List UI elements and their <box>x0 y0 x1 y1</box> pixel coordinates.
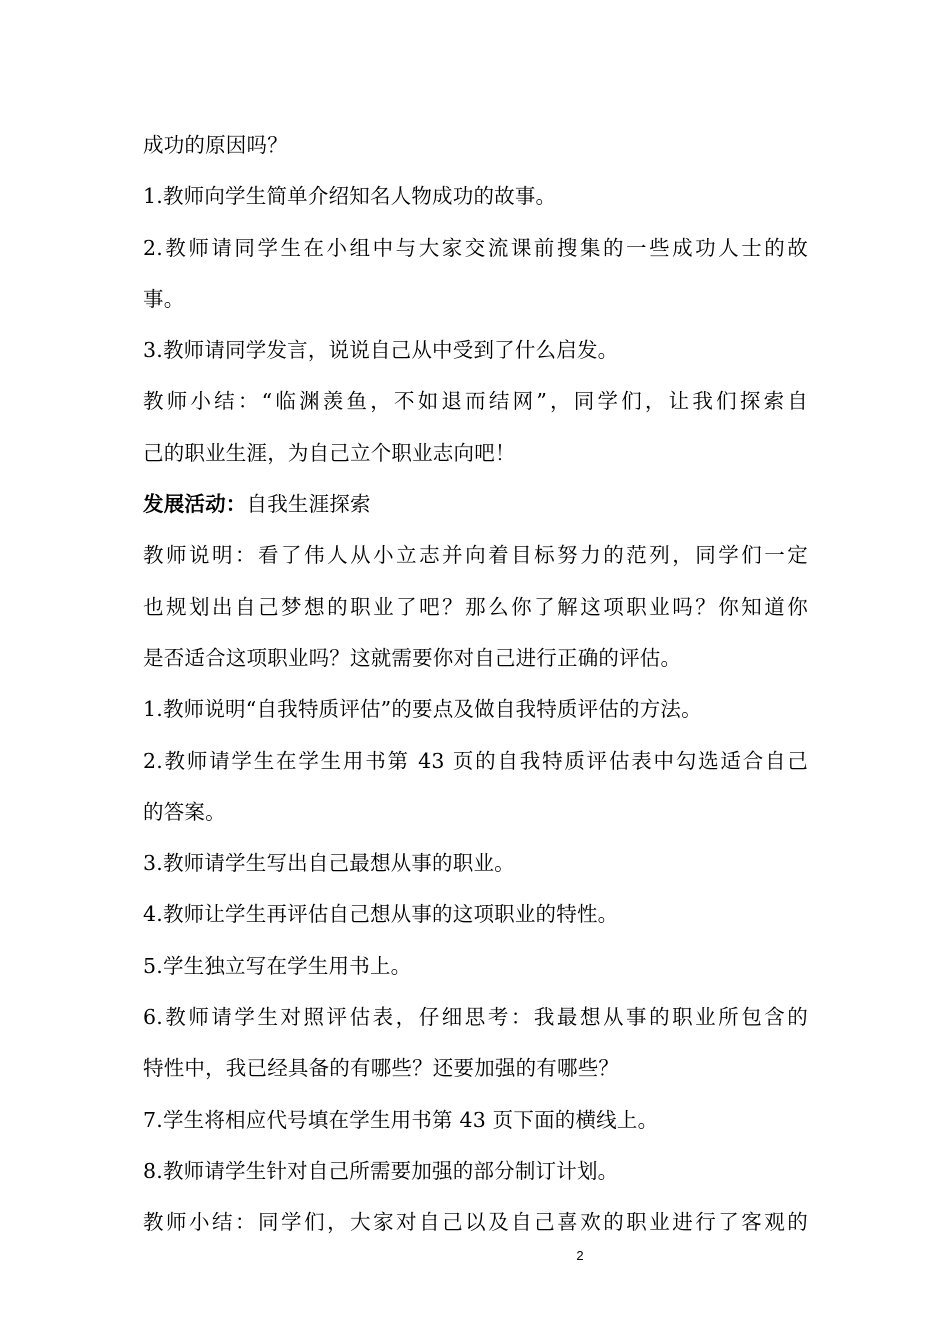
paragraph-line: 也规划出自己梦想的职业了吧？那么你了解这项职业吗？你知道你 <box>143 594 808 619</box>
paragraph-line: 特性中，我已经具备的有哪些？还要加强的有哪些？ <box>143 1056 620 1081</box>
paragraph-line: 的答案。 <box>143 799 226 824</box>
list-item: 1.教师向学生简单介绍知名人物成功的故事。 <box>143 184 557 209</box>
page-number: 2 <box>576 1248 584 1263</box>
list-item: 2.教师请同学生在小组中与大家交流课前搜集的一些成功人士的故 <box>143 235 808 260</box>
paragraph-line: 事。 <box>143 286 185 311</box>
paragraph-line: 己的职业生涯，为自己立个职业志向吧！ <box>143 440 516 465</box>
paragraph-line: 成功的原因吗？ <box>143 133 288 157</box>
list-item: 2.教师请学生在学生用书第 43 页的自我特质评估表中勾选适合自己 <box>143 748 808 773</box>
section-heading-text: 自我生涯探索 <box>246 492 371 517</box>
list-item: 3.教师请学生写出自己最想从事的职业。 <box>143 851 515 876</box>
paragraph-line: 教师小结：“临渊羡鱼，不如退而结网”，同学们，让我们探索自 <box>143 389 808 414</box>
list-item: 8.教师请学生针对自己所需要加强的部分制订计划。 <box>143 1158 619 1183</box>
list-item: 5.学生独立写在学生用书上。 <box>143 953 412 978</box>
paragraph-line: 教师小结：同学们，大家对自己以及自己喜欢的职业进行了客观的 <box>143 1210 808 1235</box>
section-heading-label: 发展活动： <box>143 492 247 517</box>
paragraph-line: 是否适合这项职业吗？这就需要你对自己进行正确的评估。 <box>143 645 682 670</box>
list-item: 7.学生将相应代号填在学生用书第 43 页下面的横线上。 <box>143 1107 659 1132</box>
list-item: 6.教师请学生对照评估表，仔细思考：我最想从事的职业所包含的 <box>143 1005 808 1030</box>
list-item: 1.教师说明“自我特质评估”的要点及做自我特质评估的方法。 <box>143 697 702 722</box>
list-item: 4.教师让学生再评估自己想从事的这项职业的特性。 <box>143 902 619 927</box>
section-heading <box>143 489 808 519</box>
list-item: 3.教师请同学发言，说说自己从中受到了什么启发。 <box>143 338 619 363</box>
document-body <box>143 130 808 1259</box>
paragraph-line: 教师说明：看了伟人从小立志并向着目标努力的范列，同学们一定 <box>143 543 808 568</box>
